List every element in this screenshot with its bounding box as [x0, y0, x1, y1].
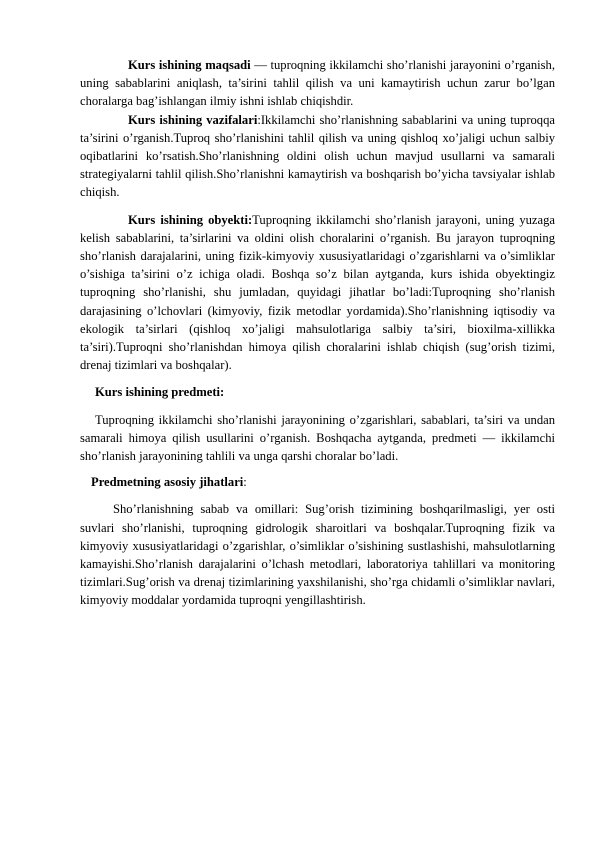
predmeti-heading: Kurs ishining predmeti: [95, 385, 225, 400]
vazifalari-label: Kurs ishining vazifalari [128, 112, 258, 127]
obyekti-label: Kurs ishining obyekti: [128, 212, 253, 227]
jihatlari-heading-text: Predmetning asosiy jihatlari [91, 475, 244, 490]
jihatlari-paragraph: Sho’rlanishning sabab va omillari: Sug’orish tizimining boshqarilmasligi, yer osti suvlari sho’rlanishi, tuproqning gidrologik sharoitlari va boshqalar.Tuproqning fizik va kimyoviy xususiyatlaridagi o’zgarishlar, o’simliklar o’sishining sustlashishi, mahsulotlarning kamayishi.Sho’rlanish darajalarini o’lchash metodlari, laboratoriya tahlillari va monitoring tizimlari.Sug’orish va drenaj tizimlarining yaxshilanishi, sho’rga chidamli o’simliklar navlari, kimyoviy moddalar yordamida tuproqni yengillashtirish. [80, 502, 555, 608]
maqsad-paragraph [80, 56, 555, 111]
jihatlari-heading [80, 473, 555, 491]
maqsad-label: Kurs ishining maqsadi [128, 58, 251, 72]
maqsad-text: — tuproqning ikkilamchi sho’rlanishi jarayonini o’rganish, uning sabablarini aniqlash, ta’sirini tahlil qilish va uni kamaytirish uchun zarur bo’lgan choralarga bag’ishlangan ilmiy ishni ishlab chiqishdir. [80, 58, 555, 109]
vazifalari-text: :Ikkilamchi sho’rlanishning sabablarini va uning tuproqqa ta’sirini o’rganish.Tuproq sho’rlanishini tahlil qilish va uning qishloq xo’jaligi uchun salbiy oqibatlarini ko’rsatish.Sho’rlanishning oldini olish uchun mavjud usullarni va samarali strategiyalarni tahlil qilish.Sho’rlanishni kamaytirish va boshqarish bo’yicha tavsiyalar ishlab chiqish. [80, 112, 555, 200]
predmeti-paragraph: Tuproqning ikkilamchi sho’rlanishi jarayonining o’zgarishlari, sabablari, ta’siri va undan samarali himoya qilish usullarini o’rganish. Boshqacha aytganda, predmeti — ikkilamchi sho’rlanish jarayonining tahlili va unga qarshi choralar bo’ladi. [80, 412, 555, 464]
obyekti-text: Tuproqning ikkilamchi sho’rlanish jarayoni, uning yuzaga kelish sabablarini, ta’sirlarini va oldini olish choralarini o’rganish. Bu jarayon tuproqning sho’rlanish darajalarini, uning fizik-kimyoviy xususiyatlaridagi o’zgarishlarni va o’simliklar o’sishiga ta’sirini o’z ichiga oladi. Boshqa so’z bilan aytganda, kurs ishida obyektingiz tuproqning sho’rlanishi, shu jumladan, quyidagi jihatlar bo’ladi:Tuproqning sho’rlanish darajasining o’lchovlari (kimyoviy, fizik metodlar yordamida).Sho’rlanishning iqtisodiy va ekologik ta’sirlari (qishloq xo’jaligi mahsulotlariga salbiy ta’siri, bioxilma-xillikka ta’siri).Tuproqni sho’rlanishdan himoya qilish choralarini ishlab chiqish (sug’orish tizimi, drenaj tizimlari va boshqalar). [80, 212, 555, 373]
vazifalari-paragraph [80, 111, 555, 202]
jihatlari-heading-suffix: : [243, 475, 247, 490]
obyekti-paragraph [80, 211, 555, 375]
document-page [80, 56, 555, 610]
